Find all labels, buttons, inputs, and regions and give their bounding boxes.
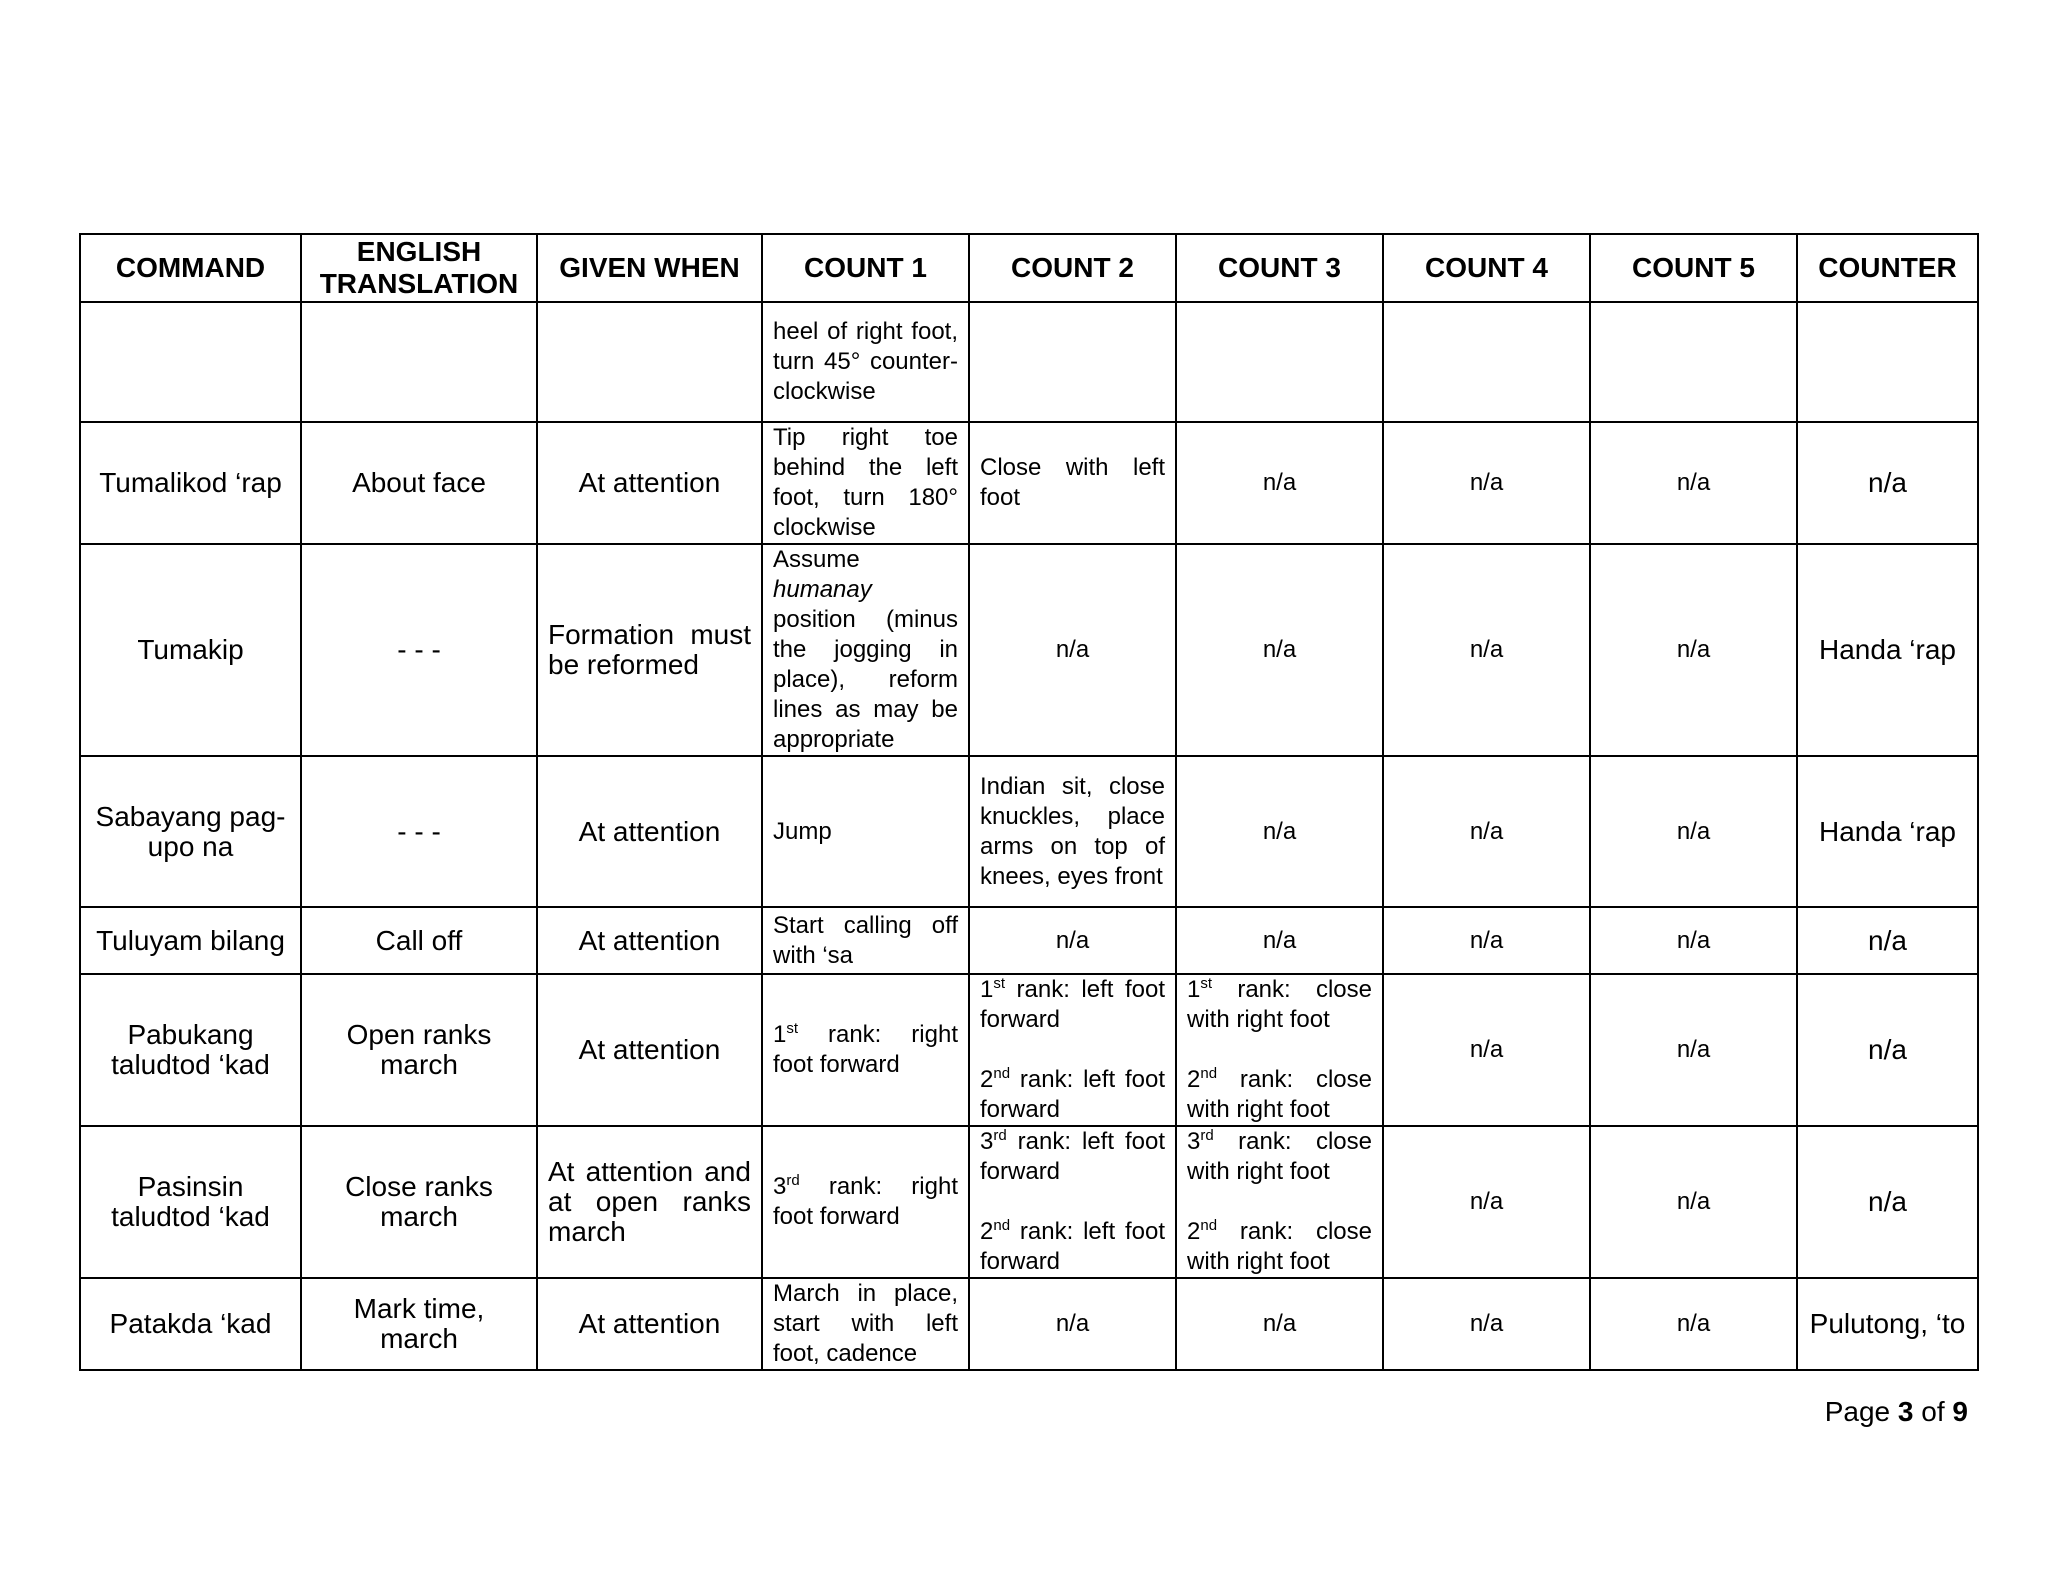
table-row xyxy=(80,1126,1978,1278)
cell-counter xyxy=(1797,302,1978,422)
count-1-text-a: Assume xyxy=(773,546,860,573)
cell-count-5: n/a xyxy=(1590,1126,1797,1278)
cell-count-3: n/a xyxy=(1176,756,1383,907)
header-count-5: COUNT 5 xyxy=(1590,234,1797,302)
cell-count-5: n/a xyxy=(1590,756,1797,907)
cell-count-1: Tip right toe behind the left foot, turn 180° clockwise xyxy=(762,422,969,544)
cell-count-2: Close with left foot xyxy=(969,422,1176,544)
line-gap xyxy=(1187,1035,1372,1065)
rank-text: rank: close with right foot xyxy=(1187,1218,1372,1275)
header-english-translation: ENGLISH TRANSLATION xyxy=(301,234,537,302)
rank-number: 2 xyxy=(1187,1066,1201,1093)
table-row xyxy=(80,422,1978,544)
cell-count-4: n/a xyxy=(1383,422,1590,544)
cell-count-1 xyxy=(762,1126,969,1278)
cell-count-3: n/a xyxy=(1176,544,1383,756)
cell-given-when: At attention xyxy=(537,422,762,544)
cell-count-3 xyxy=(1176,1126,1383,1278)
cell-count-5 xyxy=(1590,302,1797,422)
cell-given-when: At attention xyxy=(537,1278,762,1370)
table-row xyxy=(80,974,1978,1126)
rank-number: 2 xyxy=(980,1218,994,1245)
rank-number: 3 xyxy=(980,1128,994,1155)
line-gap xyxy=(980,1187,1165,1217)
cell-counter: n/a xyxy=(1797,907,1978,974)
cell-command: Pasinsin taludtod ‘kad xyxy=(80,1126,301,1278)
cell-count-1: Jump xyxy=(762,756,969,907)
table-row xyxy=(80,302,1978,422)
cell-command: Pabukang taludtod ‘kad xyxy=(80,974,301,1126)
cell-count-3 xyxy=(1176,302,1383,422)
cell-count-2: n/a xyxy=(969,544,1176,756)
cell-count-1: March in place, start with left foot, cadence xyxy=(762,1278,969,1370)
cell-count-4: n/a xyxy=(1383,1278,1590,1370)
table-row xyxy=(80,1278,1978,1370)
rank-text: rank: left foot forward xyxy=(980,976,1165,1033)
cell-counter: Pulutong, ‘to xyxy=(1797,1278,1978,1370)
cell-given-when xyxy=(537,302,762,422)
rank-number: 3 xyxy=(773,1173,787,1200)
cell-count-3 xyxy=(1176,974,1383,1126)
cell-count-1: Start calling off with ‘sa xyxy=(762,907,969,974)
cell-count-1 xyxy=(762,544,969,756)
cell-count-4: n/a xyxy=(1383,907,1590,974)
rank-number: 1 xyxy=(1187,976,1201,1003)
cell-count-2 xyxy=(969,302,1176,422)
cell-count-3: n/a xyxy=(1176,1278,1383,1370)
rank-ordinal: st xyxy=(786,1020,799,1037)
line-gap xyxy=(980,1035,1165,1065)
cell-count-4: n/a xyxy=(1383,756,1590,907)
rank-number: 2 xyxy=(980,1066,994,1093)
cell-command: Patakda ‘kad xyxy=(80,1278,301,1370)
cell-command: Tumalikod ‘rap xyxy=(80,422,301,544)
cell-command xyxy=(80,302,301,422)
line-gap xyxy=(1187,1187,1372,1217)
page-total: 9 xyxy=(1952,1396,1968,1427)
header-count-1: COUNT 1 xyxy=(762,234,969,302)
rank-text: rank: left foot forward xyxy=(980,1218,1165,1275)
count-1-text-b: position (minus the jogging in place), reform lines as may be appropriate xyxy=(773,606,958,753)
header-count-4: COUNT 4 xyxy=(1383,234,1590,302)
rank-text: rank: right foot forward xyxy=(773,1173,958,1230)
page-current: 3 xyxy=(1897,1396,1914,1427)
rank-text: rank: left foot forward xyxy=(980,1128,1165,1185)
rank-ordinal: nd xyxy=(993,1065,1011,1082)
rank-ordinal: rd xyxy=(786,1172,800,1189)
rank-ordinal: nd xyxy=(993,1217,1011,1234)
commands-table xyxy=(79,233,1979,1371)
rank-number: 1 xyxy=(773,1021,787,1048)
cell-count-2: n/a xyxy=(969,907,1176,974)
rank-ordinal: st xyxy=(993,975,1006,992)
rank-text: rank: close with right foot xyxy=(1187,1066,1372,1123)
cell-given-when: Formation must be reformed xyxy=(537,544,762,756)
rank-text: rank: left foot forward xyxy=(980,1066,1165,1123)
cell-given-when: At attention xyxy=(537,907,762,974)
cell-command: Tuluyam bilang xyxy=(80,907,301,974)
cell-counter: Handa ‘rap xyxy=(1797,756,1978,907)
cell-count-1 xyxy=(762,974,969,1126)
cell-count-4: n/a xyxy=(1383,544,1590,756)
page-number xyxy=(1825,1396,1968,1428)
page-label: Page xyxy=(1824,1396,1891,1427)
rank-number: 1 xyxy=(980,976,994,1003)
cell-count-4 xyxy=(1383,302,1590,422)
cell-count-5: n/a xyxy=(1590,422,1797,544)
cell-count-5: n/a xyxy=(1590,907,1797,974)
cell-command: Sabayang pag-upo na xyxy=(80,756,301,907)
cell-count-5: n/a xyxy=(1590,1278,1797,1370)
cell-counter: n/a xyxy=(1797,974,1978,1126)
rank-number: 2 xyxy=(1187,1218,1201,1245)
cell-translation: Open ranks march xyxy=(301,974,537,1126)
cell-command: Tumakip xyxy=(80,544,301,756)
cell-translation: Mark time, march xyxy=(301,1278,537,1370)
rank-ordinal: st xyxy=(1200,975,1213,992)
header-count-2: COUNT 2 xyxy=(969,234,1176,302)
cell-translation: Call off xyxy=(301,907,537,974)
cell-count-5: n/a xyxy=(1590,544,1797,756)
cell-translation xyxy=(301,302,537,422)
header-given-when: GIVEN WHEN xyxy=(537,234,762,302)
table-row xyxy=(80,756,1978,907)
header-command: COMMAND xyxy=(80,234,301,302)
header-count-3: COUNT 3 xyxy=(1176,234,1383,302)
cell-counter: n/a xyxy=(1797,422,1978,544)
cell-given-when: At attention xyxy=(537,756,762,907)
cell-count-2 xyxy=(969,1126,1176,1278)
header-counter: COUNTER xyxy=(1797,234,1978,302)
rank-ordinal: rd xyxy=(1200,1127,1214,1144)
cell-count-3: n/a xyxy=(1176,907,1383,974)
rank-number: 3 xyxy=(1187,1128,1201,1155)
cell-translation: Close ranks march xyxy=(301,1126,537,1278)
page-of: of xyxy=(1921,1396,1945,1427)
rank-text: rank: close with right foot xyxy=(1187,1128,1372,1185)
cell-translation: - - - xyxy=(301,756,537,907)
count-1-emphasis: humanay xyxy=(773,576,872,603)
cell-count-1: heel of right foot, turn 45° counter-clockwise xyxy=(762,302,969,422)
header-row xyxy=(80,234,1978,302)
cell-count-2: Indian sit, close knuckles, place arms on top of knees, eyes front xyxy=(969,756,1176,907)
cell-count-3: n/a xyxy=(1176,422,1383,544)
cell-counter: n/a xyxy=(1797,1126,1978,1278)
rank-text: rank: right foot forward xyxy=(773,1021,958,1078)
rank-ordinal: rd xyxy=(993,1127,1007,1144)
rank-text: rank: close with right foot xyxy=(1187,976,1372,1033)
cell-translation: About face xyxy=(301,422,537,544)
table-row xyxy=(80,544,1978,756)
rank-ordinal: nd xyxy=(1200,1217,1218,1234)
cell-given-when: At attention xyxy=(537,974,762,1126)
cell-translation: - - - xyxy=(301,544,537,756)
cell-given-when: At attention and at open ranks march xyxy=(537,1126,762,1278)
cell-count-4: n/a xyxy=(1383,974,1590,1126)
table-row xyxy=(80,907,1978,974)
cell-counter: Handa ‘rap xyxy=(1797,544,1978,756)
cell-count-4: n/a xyxy=(1383,1126,1590,1278)
rank-ordinal: nd xyxy=(1200,1065,1218,1082)
cell-count-2: n/a xyxy=(969,1278,1176,1370)
cell-count-5: n/a xyxy=(1590,974,1797,1126)
cell-count-2 xyxy=(969,974,1176,1126)
